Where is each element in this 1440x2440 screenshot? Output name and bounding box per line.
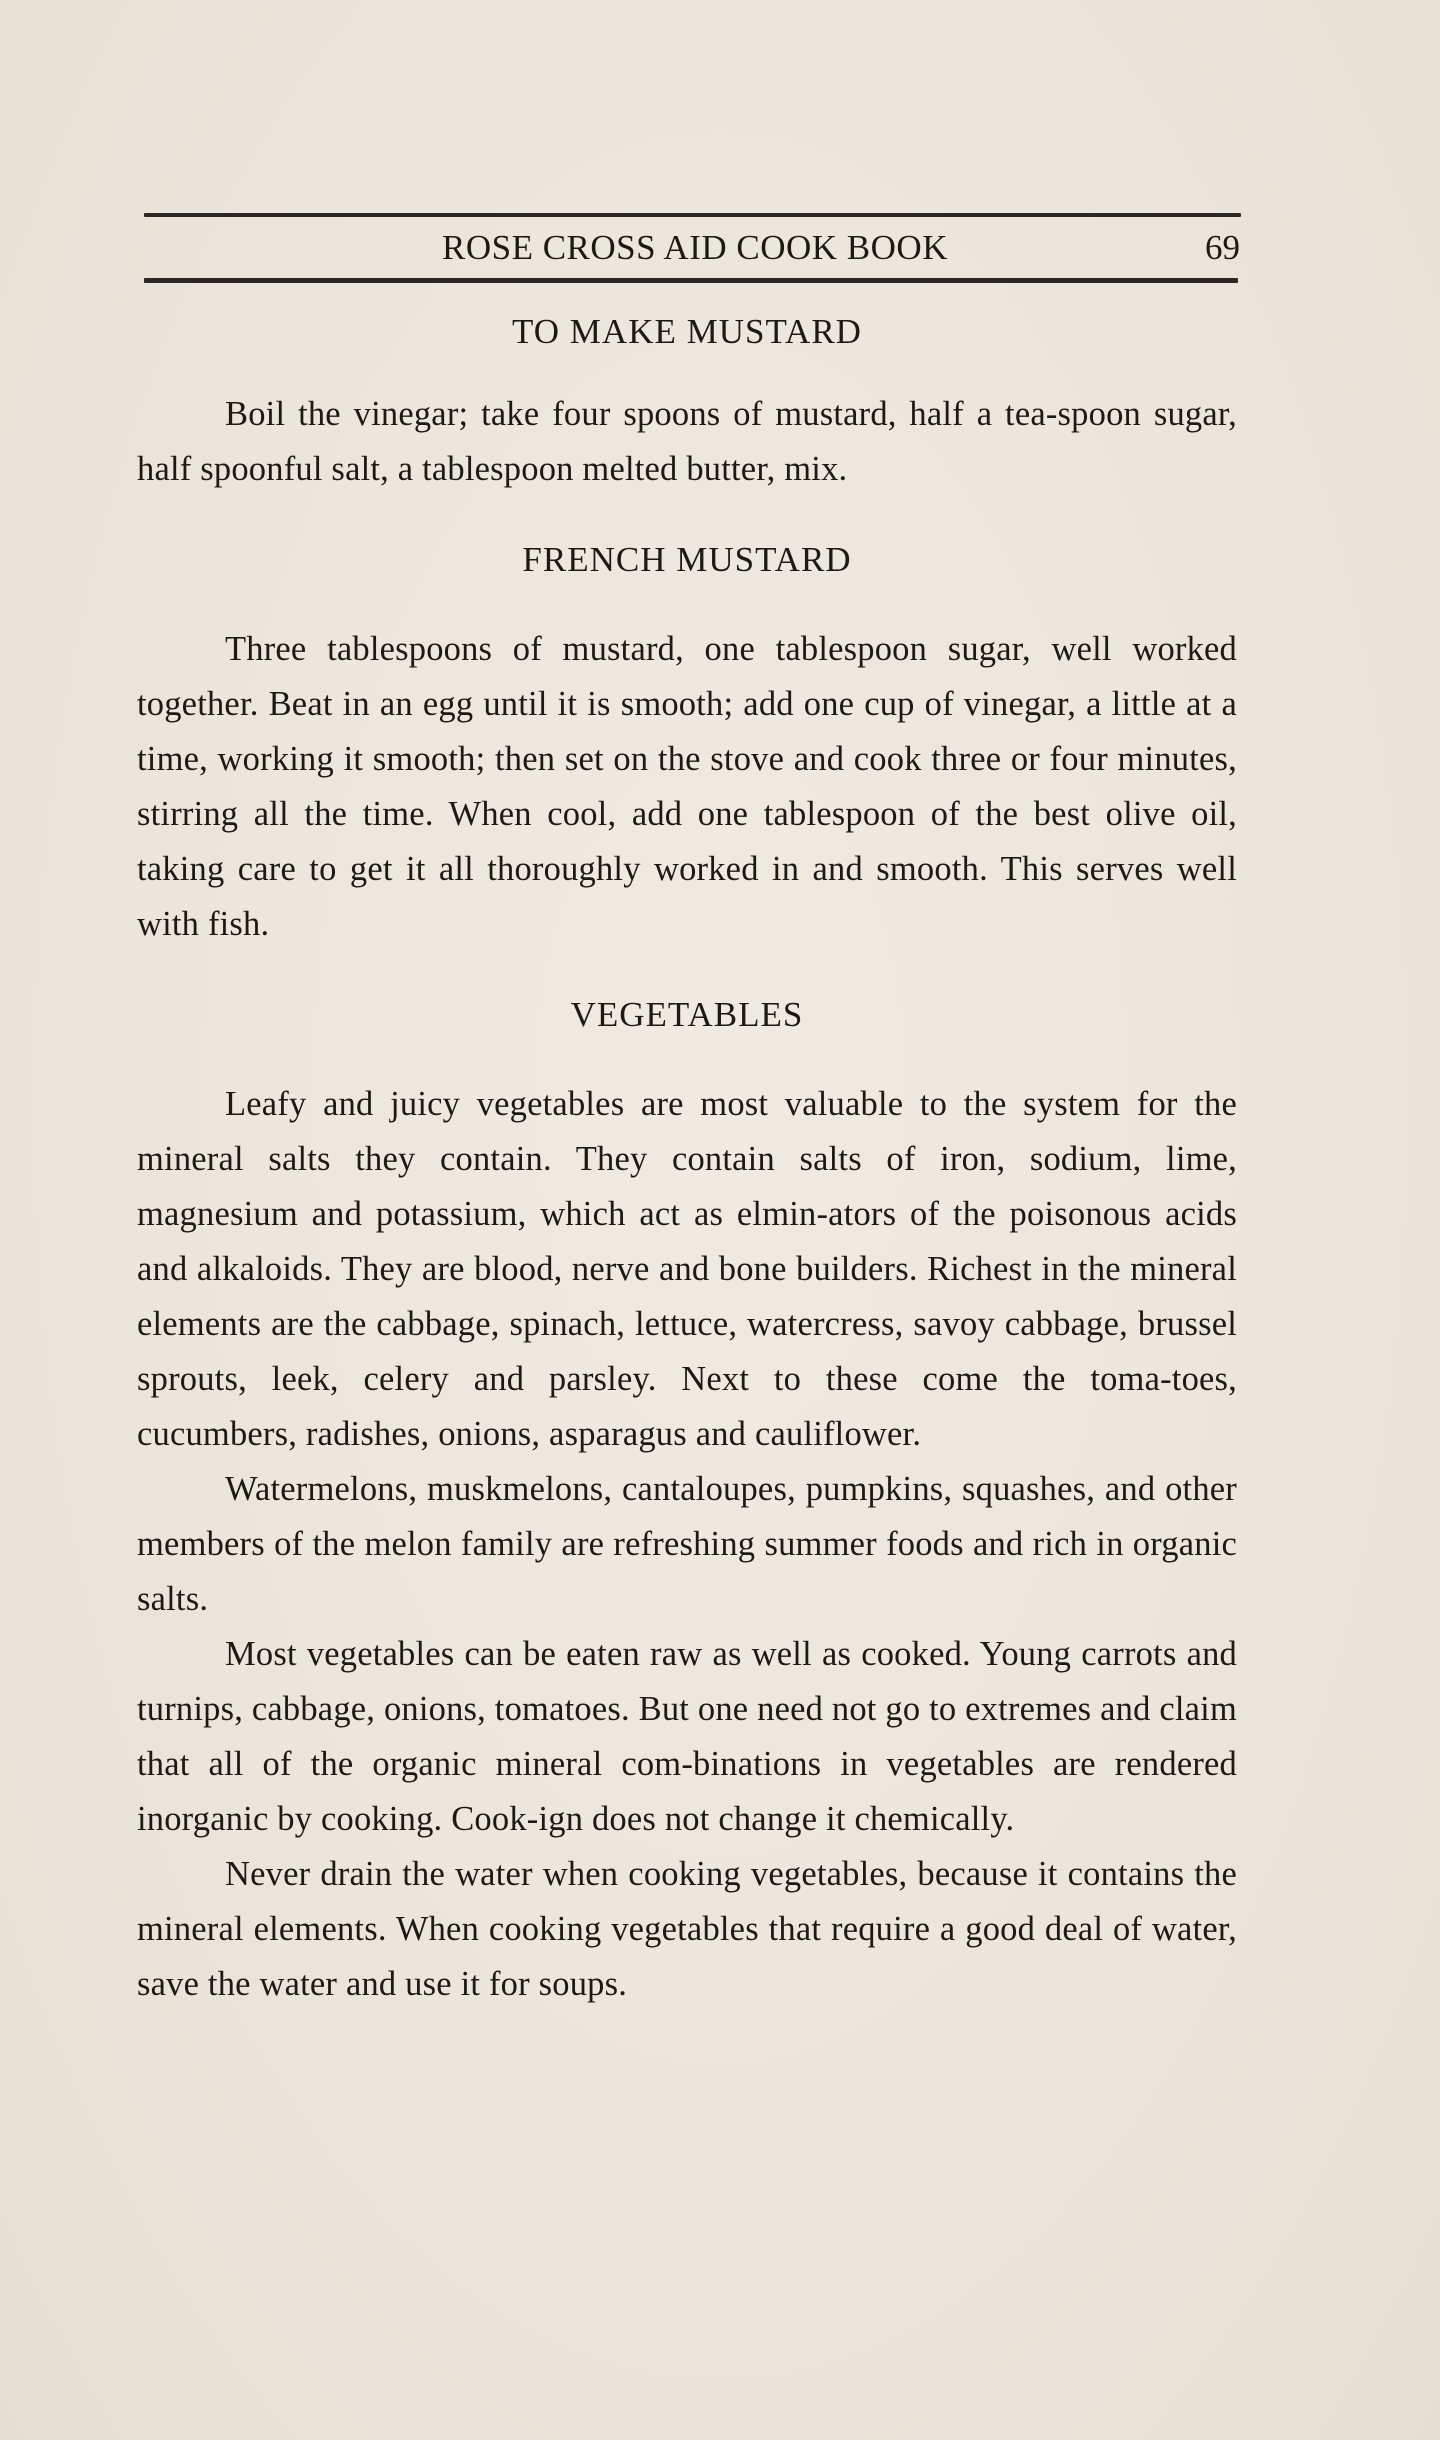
- section-heading-to-make-mustard: TO MAKE MUSTARD: [512, 312, 862, 351]
- page-number: 69: [1205, 228, 1240, 267]
- paragraph-to-make-mustard: Boil the vinegar; take four spoons of mustard, half a tea-spoon sugar, half spoonful salt, a tablespoon melted butter, mix.: [137, 395, 1237, 488]
- section-heading-vegetables: VEGETABLES: [570, 995, 804, 1034]
- header-rule-bottom: [144, 278, 1238, 283]
- paragraph-vegetables-4: Never drain the water when cooking vegetables, because it contains the mineral elements. When cooking vegetables that require a good deal of water, save the water and use it for soups.: [137, 1855, 1237, 2003]
- paragraph-vegetables-2: Watermelons, muskmelons, cantaloupes, pumpkins, squashes, and other members of the melon family are refreshing summer foods and rich in organic salts.: [137, 1470, 1237, 1618]
- running-title: ROSE CROSS AID COOK BOOK: [442, 228, 948, 267]
- page-content: [137, 295, 1237, 2012]
- header-rule-top: [144, 213, 1241, 217]
- paragraph-vegetables-1: Leafy and juicy vegetables are most valuable to the system for the mineral salts they contain. They contain salts of iron, sodium, lime, magnesium and potassium, which act as elmin-ators of the poisonous acids and alkaloids. They are blood, nerve and bone builders. Richest in the mineral elements are the cabbage, spinach, lettuce, watercress, savoy cabbage, brussel sprouts, leek, celery and parsley. Next to these come the toma-toes, cucumbers, radishes, onions, asparagus and cauliflower.: [137, 1085, 1237, 1453]
- paragraph-vegetables-3: Most vegetables can be eaten raw as well as cooked. Young carrots and turnips, cabbage, onions, tomatoes. But one need not go to extremes and claim that all of the organic mineral com-binations in vegetables are rendered inorganic by cooking. Cook-ign does not change it chemically.: [137, 1635, 1237, 1838]
- paragraph-french-mustard: Three tablespoons of mustard, one tablespoon sugar, well worked together. Beat in an egg until it is smooth; add one cup of vinegar, a little at a time, working it smooth; then set on the stove and cook three or four minutes, stirring all the time. When cool, add one tablespoon of the best olive oil, taking care to get it all thoroughly worked in and smooth. This serves well with fish.: [137, 630, 1237, 943]
- section-heading-french-mustard: FRENCH MUSTARD: [522, 540, 852, 579]
